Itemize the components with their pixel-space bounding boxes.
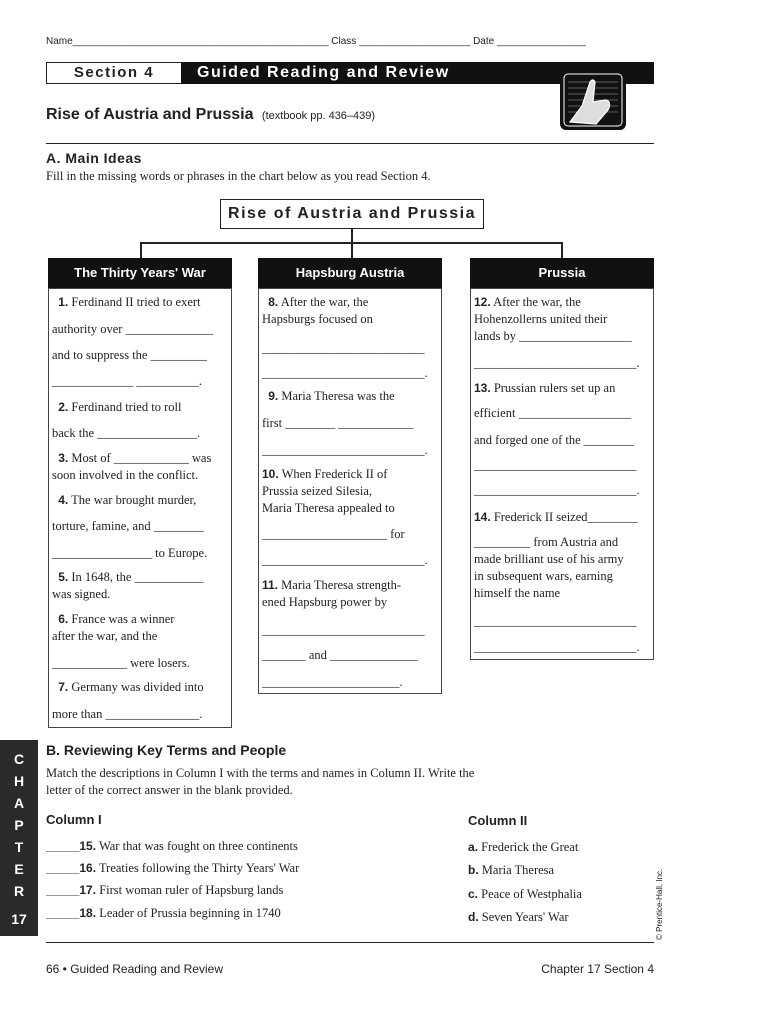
chart-line: __________________________. [262, 553, 428, 567]
tab-letter: T [14, 839, 24, 855]
match-item: _____15. War that was fought on three continents [46, 839, 298, 853]
answer-option: b. Maria Theresa [468, 863, 555, 877]
chart-line: __________________________. [262, 443, 428, 457]
chart-line: ____________________ for [262, 527, 405, 541]
chart-line: back the ________________. [52, 426, 201, 440]
chart-line: 14. Frederick II seized________ [474, 510, 638, 524]
chart-line: torture, famine, and ________ [52, 519, 204, 533]
chart-line: _________ from Austria and [474, 535, 619, 549]
chart-line: first ________ ____________ [262, 416, 414, 430]
chart-line: Hapsburgs focused on [262, 312, 373, 326]
tab-letter: H [13, 773, 25, 789]
chart-line: in subsequent wars, earning [474, 569, 613, 583]
chart-line: efficient __________________ [474, 406, 632, 420]
section-b-heading: B. Reviewing Key Terms and People [46, 742, 287, 758]
connector-line [140, 242, 142, 258]
chart-line: _____________ __________. [52, 374, 202, 388]
column-ii-heading: Column II [468, 813, 528, 828]
match-item: _____16. Treaties following the Thirty Years' War [46, 861, 300, 875]
column-head-prussia: Prussia [470, 258, 654, 288]
match-item: _____18. Leader of Prussia beginning in 1740 [46, 906, 281, 920]
chart-line: authority over ______________ [52, 322, 214, 336]
chapter-tab [0, 740, 38, 936]
footer-left: 66 • Guided Reading and Review [46, 962, 223, 976]
tab-letter: E [14, 861, 24, 877]
chart-line: made brilliant use of his army [474, 552, 624, 566]
chart-line: __________________________ [474, 614, 637, 628]
connector-line [561, 242, 563, 258]
chart-line: Maria Theresa appealed to [262, 501, 395, 515]
match-item: _____17. First woman ruler of Hapsburg lands [46, 883, 284, 897]
chart-line: __________________________. [474, 483, 640, 497]
chart-line: ______________________. [262, 675, 403, 689]
chart-line: 7. Germany was divided into [58, 680, 204, 694]
chart-line: ened Hapsburg power by [262, 595, 388, 609]
tab-letter: P [14, 817, 24, 833]
chart-line: __________________________. [474, 356, 640, 370]
title-main: Rise of Austria and Prussia [46, 106, 254, 123]
chart-line: 2. Ferdinand tried to roll [58, 400, 182, 414]
section-b-instruction: Match the descriptions in Column I with the terms and names in Column II. Write the [46, 766, 475, 780]
chart-line: 4. The war brought murder, [58, 493, 197, 507]
chart-line: 10. When Frederick II of [262, 467, 388, 481]
section-a-heading: A. Main Ideas [46, 150, 142, 166]
chart-line: Hohenzollerns united their [474, 312, 608, 326]
answer-option: c. Peace of Westphalia [468, 887, 582, 901]
chart-line: 9. Maria Theresa was the [268, 389, 395, 403]
section-a-instruction: Fill in the missing words or phrases in the chart below as you read Section 4. [46, 169, 431, 183]
chart-line: __________________________ [474, 458, 637, 472]
divider [46, 143, 654, 144]
chart-line: 12. After the war, the [474, 295, 581, 309]
chart-line: after the war, and the [52, 629, 158, 643]
chart-line: _______ and ______________ [262, 648, 418, 662]
chart-line: lands by __________________ [474, 329, 632, 343]
chart-line: 6. France was a winner [58, 612, 175, 626]
copyright: © Prentice-Hall, Inc. [655, 868, 664, 940]
section-label: Section 4 [73, 64, 155, 81]
tab-chapter-number: 17 [11, 911, 27, 927]
answer-option: a. Frederick the Great [468, 840, 579, 854]
chart-line: 3. Most of ____________ was [58, 451, 212, 465]
chart-title: Rise of Austria and Prussia [220, 199, 484, 229]
tab-letter: A [13, 795, 25, 811]
chart-line: __________________________. [262, 366, 428, 380]
header-name-class-date: Name______________________________________________ Class ____________________ Date ________________ [46, 36, 586, 47]
column-i-heading: Column I [46, 812, 102, 827]
column-head-hapsburg-austria: Hapsburg Austria [258, 258, 442, 288]
connector-line [351, 242, 353, 258]
footer-right: Chapter 17 Section 4 [541, 962, 654, 976]
chart-line: __________________________ [262, 623, 425, 637]
textbook-pages: (textbook pp. 436–439) [261, 110, 376, 122]
chart-line: __________________________. [474, 640, 640, 654]
chart-line: himself the name [474, 586, 561, 600]
section-b-instruction: letter of the correct answer in the blank provided. [46, 783, 293, 797]
tab-letter: R [13, 883, 25, 899]
chart-line: 13. Prussian rulers set up an [474, 381, 616, 395]
chart-line: 11. Maria Theresa strength- [262, 578, 402, 592]
page-title [46, 106, 375, 124]
answer-option: d. Seven Years' War [468, 910, 569, 924]
chart-line: ____________ were losers. [52, 656, 190, 670]
chart-line: 5. In 1648, the ___________ [58, 570, 204, 584]
chart-line: and forged one of the ________ [474, 433, 634, 447]
footer-divider [46, 942, 654, 943]
chart-line: __________________________ [262, 341, 425, 355]
pointing-hand-icon [560, 70, 626, 130]
tab-letter: C [13, 751, 25, 767]
chart-line: soon involved in the conflict. [52, 468, 199, 482]
connector-line [351, 229, 353, 243]
banner-heading: Guided Reading and Review [181, 62, 654, 84]
chart-line: Prussia seized Silesia, [262, 484, 373, 498]
column-head-thirty-years-war: The Thirty Years' War [48, 258, 232, 288]
chart-line: 8. After the war, the [268, 295, 369, 309]
chart-line: 1. Ferdinand II tried to exert [58, 295, 201, 309]
chart-line: more than _______________. [52, 707, 203, 721]
chart-line: ________________ to Europe. [52, 546, 208, 560]
chart-line: and to suppress the _________ [52, 348, 207, 362]
chart-line: was signed. [52, 587, 111, 601]
